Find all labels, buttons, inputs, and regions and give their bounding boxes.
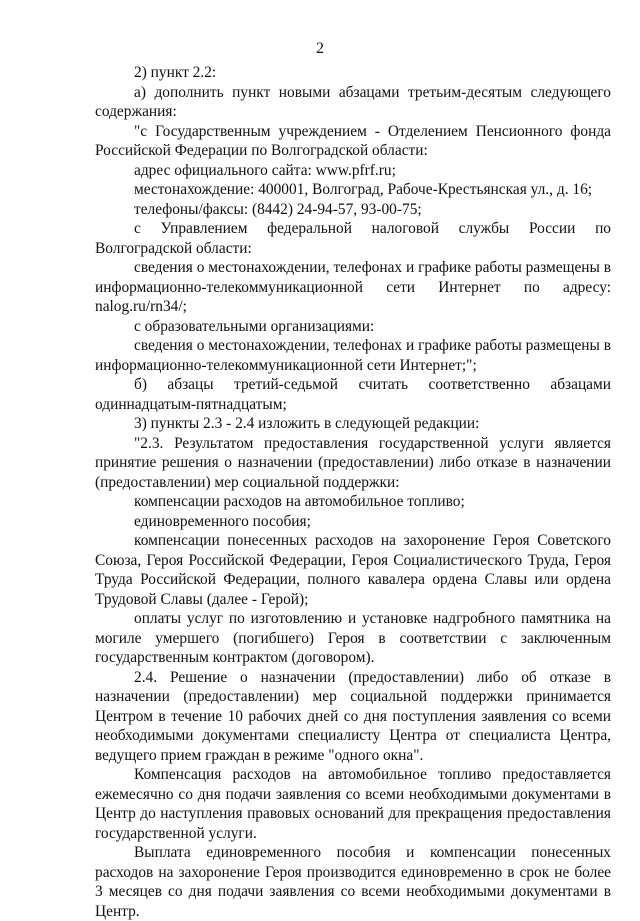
paragraph: Компенсация расходов на автомобильное топливо предоставляется ежемесячно со дня подачи заявления со всеми необходимыми документами в Центр до наступления правовых оснований для прекращения предоставления государственной услуги. — [95, 766, 611, 842]
paragraph: единовременного пособия; — [134, 512, 311, 530]
document-body — [95, 63, 611, 921]
paragraph: оплаты услуг по изготовлению и установке надгробного памятника на могиле умершего (погибшего) Героя в соответствии с заключенным государственным контрактом (договором). — [95, 610, 611, 666]
paragraph: местонахождение: 400001, Волгоград, Рабоче-Крестьянская ул., д. 16; — [134, 181, 593, 198]
paragraph: 2) пункт 2.2: — [134, 64, 217, 81]
paragraph: с образовательными организациями: — [134, 317, 375, 335]
paragraph: "с Государственным учреждением - Отделением Пенсионного фонда Российской Федерации по Волгоградской области: — [95, 122, 611, 159]
page-number: 2 — [316, 40, 324, 57]
paragraph: сведения о местонахождении, телефонах и графике работы размещены в информационно-телекоммуникационной сети Интернет;"; — [95, 337, 611, 374]
paragraph: Выплата единовременного пособия и компенсации понесенных расходов на захоронение Героя производится единовременно в срок не более 3 месяцев со дня подачи заявления со всеми необходимыми документами в Центр. — [95, 844, 611, 920]
paragraph: компенсации расходов на автомобильное топливо; — [134, 493, 465, 510]
paragraph: б) абзацы третий-седьмой считать соответственно абзацами одиннадцатым-пятнадцатым; — [95, 376, 611, 413]
paragraph: а) дополнить пункт новыми абзацами третьим-десятым следующего содержания: — [95, 83, 611, 120]
paragraph: телефоны/факсы: (8442) 24-94-57, 93-00-75; — [134, 200, 422, 218]
paragraph: "2.3. Результатом предоставления государственной услуги является принятие решения о назначении (предоставлении) либо отказе в назначении (предоставлении) мер социальной поддержки: — [95, 434, 611, 491]
paragraph: сведения о местонахождении, телефонах и графике работы размещены в информационно-телекоммуникационной сети Интернет по адресу: nalog.ru/rn34/; — [95, 259, 611, 315]
paragraph: компенсации понесенных расходов на захоронение Героя Советского Союза, Героя Российской Федерации, Героя Социалистического Труда, Героя Труда Российской Федерации, полного кавалера ордена Славы или ордена Трудовой Славы (далее - Герой); — [95, 532, 611, 608]
paragraph: адрес официального сайта: www.pfrf.ru; — [134, 161, 396, 179]
paragraph: 3) пункты 2.3 - 2.4 изложить в следующей редакции: — [134, 415, 480, 432]
paragraph: с Управлением федеральной налоговой службы России по Волгоградской области: — [95, 220, 611, 257]
paragraph: 2.4. Решение о назначении (предоставлении) либо об отказе в назначении (предоставлении) мер социальной поддержки принимается Центром в течение 10 рабочих дней со дня поступления заявления со всеми необходимыми документами специалисту Центра от специалиста Центра, ведущего прием граждан в режиме "одного окна". — [95, 668, 611, 764]
